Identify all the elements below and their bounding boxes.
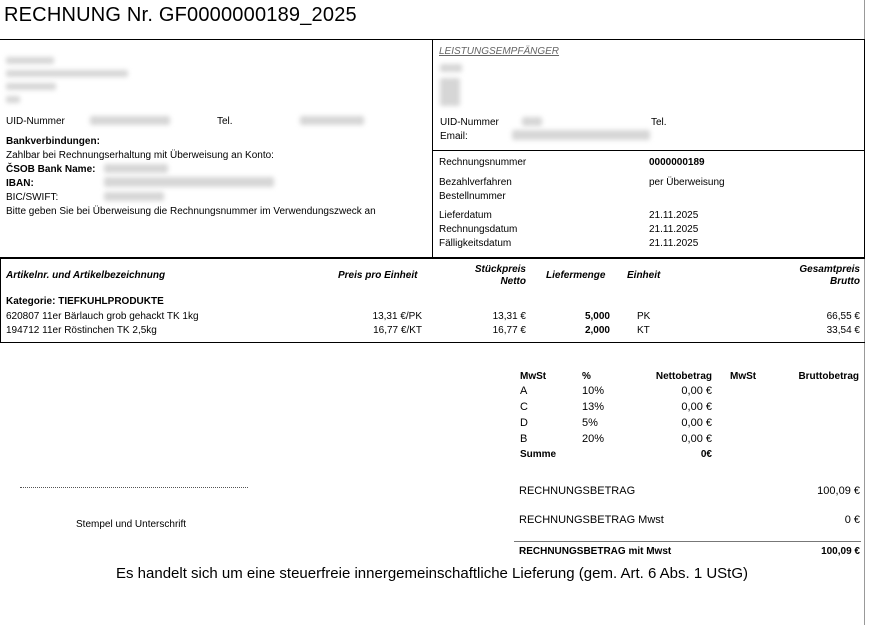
recipient-heading: LEISTUNGSEMPFÄNGER bbox=[439, 46, 560, 57]
recipient-tel-label: Tel. bbox=[651, 117, 667, 128]
vat-row3-percent: 5% bbox=[582, 417, 598, 429]
recipient-email-label: Email: bbox=[440, 131, 468, 142]
col-piece-price-header-2: Netto bbox=[500, 276, 526, 287]
seller-tel-label: Tel. bbox=[217, 116, 233, 127]
vat-col-percent-header: % bbox=[582, 371, 591, 382]
iban-label: IBAN: bbox=[6, 178, 34, 189]
col-piece-price-header-1: Stückpreis bbox=[474, 264, 526, 275]
vat-sum-label: Summe bbox=[520, 449, 557, 460]
row2-unit-price: 16,77 €/KT bbox=[373, 325, 422, 336]
col-unit-price-header: Preis pro Einheit bbox=[338, 270, 418, 281]
row1-unit: PK bbox=[637, 311, 651, 322]
recipient-top-border bbox=[432, 39, 865, 40]
bank-name-blurred bbox=[104, 164, 168, 173]
row1-article: 620807 11er Bärlauch grob gehackt TK 1kg bbox=[6, 311, 199, 322]
recipient-uid-blurred bbox=[522, 117, 542, 126]
vat-col-net-header: Nettobetrag bbox=[655, 371, 712, 382]
total-with-vat-value: 100,09 € bbox=[821, 546, 860, 557]
vat-row1-code: A bbox=[520, 385, 528, 397]
col-quantity-header: Liefermenge bbox=[546, 270, 606, 281]
col-unit-header: Einheit bbox=[627, 270, 661, 281]
due-date-value: 21.11.2025 bbox=[649, 238, 699, 249]
recipient-name-blurred bbox=[440, 64, 462, 72]
order-number-label: Bestellnummer bbox=[439, 191, 506, 202]
bank-note: Zahlbar bei Rechnungserhaltung mit Überweisung an Konto: bbox=[6, 150, 274, 161]
row2-quantity: 2,000 bbox=[584, 325, 610, 336]
items-top-border bbox=[0, 257, 865, 259]
signature-line bbox=[20, 487, 248, 488]
seller-tel-blurred bbox=[300, 116, 364, 125]
due-date-label: Fälligkeitsdatum bbox=[439, 238, 512, 249]
payment-method-label: Bezahlverfahren bbox=[439, 177, 512, 188]
vat-sum-value: 0€ bbox=[700, 449, 712, 460]
total-with-vat-label: RECHNUNGSBETRAG mit Mwst bbox=[519, 546, 672, 557]
vat-col-gross-header: Bruttobetrag bbox=[798, 371, 859, 382]
invoice-amount-value: 100,09 € bbox=[817, 485, 860, 497]
col-gross-header-1: Gesamtpreis bbox=[799, 264, 860, 275]
seller-top-border bbox=[0, 39, 432, 40]
row2-unit: KT bbox=[637, 325, 650, 336]
vat-amount-label: RECHNUNGSBETRAG Mwst bbox=[519, 514, 664, 526]
vat-row1-percent: 10% bbox=[582, 385, 605, 397]
recipient-email-blurred bbox=[512, 130, 650, 140]
row1-gross: 66,55 € bbox=[826, 311, 860, 322]
recipient-right-border bbox=[864, 39, 865, 150]
col-gross-header-2: Brutto bbox=[830, 276, 860, 287]
row1-quantity: 5,000 bbox=[584, 311, 610, 322]
row1-unit-price: 13,31 €/PK bbox=[372, 311, 422, 322]
vat-row1-net: 0,00 € bbox=[681, 385, 712, 397]
row1-piece-price: 13,31 € bbox=[492, 311, 526, 322]
seller-uid-blurred bbox=[90, 116, 170, 125]
seller-uid-label: UID-Nummer bbox=[6, 116, 65, 127]
reference-note: Bitte geben Sie bei Überweisung die Rechnungsnummer im Verwendungszweck an bbox=[6, 206, 376, 217]
seller-street-blurred bbox=[6, 70, 128, 77]
vat-row2-percent: 13% bbox=[582, 401, 605, 413]
items-bottom-border bbox=[0, 342, 865, 343]
bic-blurred bbox=[104, 192, 164, 201]
tax-exemption-note: Es handelt sich um eine steuerfreie innergemeinschaftliche Lieferung (gem. Art. 6 Abs. 1 UStG) bbox=[116, 565, 748, 582]
recipient-address-blurred bbox=[440, 78, 460, 106]
seller-city-blurred bbox=[6, 83, 56, 90]
recipient-uid-label: UID-Nummer bbox=[440, 117, 499, 128]
items-left-border bbox=[0, 257, 1, 343]
vat-amount-value: 0 € bbox=[844, 514, 860, 526]
invoice-number-label: Rechnungsnummer bbox=[439, 157, 527, 168]
seller-name-blurred bbox=[6, 57, 54, 64]
vat-row2-net: 0,00 € bbox=[681, 401, 712, 413]
invoice-date-label: Rechnungsdatum bbox=[439, 224, 518, 235]
vat-row4-code: B bbox=[520, 433, 528, 445]
totals-divider bbox=[514, 541, 861, 542]
delivery-date-value: 21.11.2025 bbox=[649, 210, 699, 221]
meta-right-border bbox=[864, 150, 865, 257]
seller-right-border bbox=[432, 39, 433, 257]
vat-row2-code: C bbox=[520, 401, 528, 413]
row2-gross: 33,54 € bbox=[826, 325, 860, 336]
seller-country-blurred bbox=[6, 96, 20, 103]
vat-row4-percent: 20% bbox=[582, 433, 605, 445]
col-article-header: Artikelnr. und Artikelbezeichnung bbox=[6, 270, 166, 281]
vat-row3-code: D bbox=[520, 417, 528, 429]
delivery-date-label: Lieferdatum bbox=[439, 210, 492, 221]
bank-heading: Bankverbindungen: bbox=[6, 136, 100, 147]
invoice-date-value: 21.11.2025 bbox=[649, 224, 699, 235]
invoice-number-value: 0000000189 bbox=[649, 157, 705, 168]
vat-row4-net: 0,00 € bbox=[681, 433, 712, 445]
vat-col-mwst2-header: MwSt bbox=[730, 371, 757, 382]
invoice-title: RECHNUNG Nr. GF0000000189_2025 bbox=[4, 4, 357, 26]
payment-method-value: per Überweisung bbox=[649, 177, 725, 188]
recipient-bottom-border bbox=[432, 150, 865, 151]
vat-row3-net: 0,00 € bbox=[681, 417, 712, 429]
bic-label: BIC/SWIFT: bbox=[6, 192, 59, 203]
signature-label: Stempel und Unterschrift bbox=[76, 519, 187, 530]
iban-blurred bbox=[104, 177, 274, 187]
row2-article: 194712 11er Röstinchen TK 2,5kg bbox=[6, 325, 157, 336]
invoice-amount-label: RECHNUNGSBETRAG bbox=[519, 485, 636, 497]
category-label: Kategorie: TIEFKUHLPRODUKTE bbox=[6, 296, 164, 307]
row2-piece-price: 16,77 € bbox=[492, 325, 526, 336]
vat-col-mwst-header: MwSt bbox=[520, 371, 547, 382]
bank-name-label: ČSOB Bank Name: bbox=[6, 164, 96, 175]
